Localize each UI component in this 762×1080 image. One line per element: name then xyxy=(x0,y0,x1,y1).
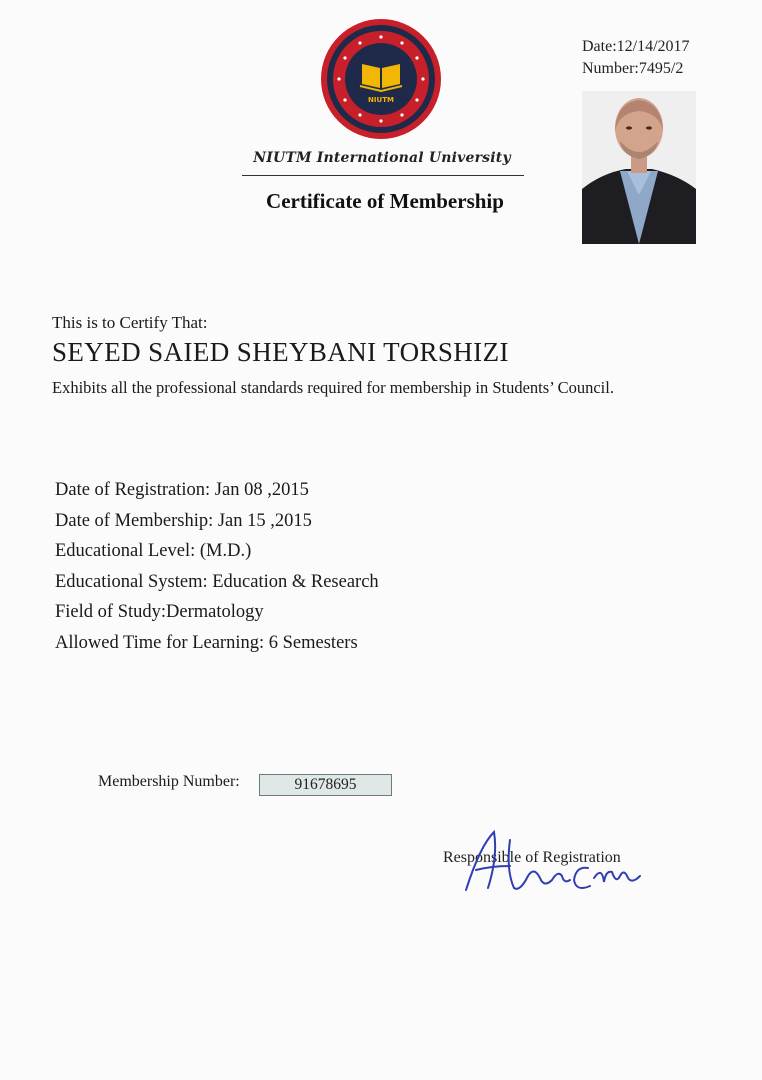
certificate-number: Number:7495/2 xyxy=(582,60,684,77)
certificate-meta xyxy=(582,36,690,80)
university-name: NIUTM International University xyxy=(253,150,511,166)
signature xyxy=(458,826,648,898)
detail-educational-system: Educational System: Education & Research xyxy=(55,571,379,592)
detail-membership-date: Date of Membership: Jan 15 ,2015 xyxy=(55,510,312,531)
detail-educational-level: Educational Level: (M.D.) xyxy=(55,541,252,561)
certificate-title: Certificate of Membership xyxy=(266,189,504,213)
detail-allowed-time: Allowed Time for Learning: 6 Semesters xyxy=(55,632,358,653)
detail-field-of-study: Field of Study:Dermatology xyxy=(55,602,264,622)
holder-name: SEYED SAIED SHEYBANI TORSHIZI xyxy=(52,337,509,367)
title-divider xyxy=(242,175,524,176)
membership-number-value: 91678695 xyxy=(259,774,392,796)
university-seal-logo xyxy=(320,18,442,140)
seal-text: NIUTM xyxy=(368,96,394,104)
certificate-date: Date:12/14/2017 xyxy=(582,38,690,55)
membership-number-label: Membership Number: xyxy=(98,773,240,790)
membership-statement: Exhibits all the professional standards required for membership in Students’ Council. xyxy=(52,378,614,397)
detail-registration-date: Date of Registration: Jan 08 ,2015 xyxy=(55,480,309,500)
holder-photo xyxy=(582,91,696,244)
responsible-registration-label: Responsible of Registration xyxy=(443,849,621,866)
certify-intro: This is to Certify That: xyxy=(52,313,208,332)
membership-details xyxy=(55,475,379,658)
